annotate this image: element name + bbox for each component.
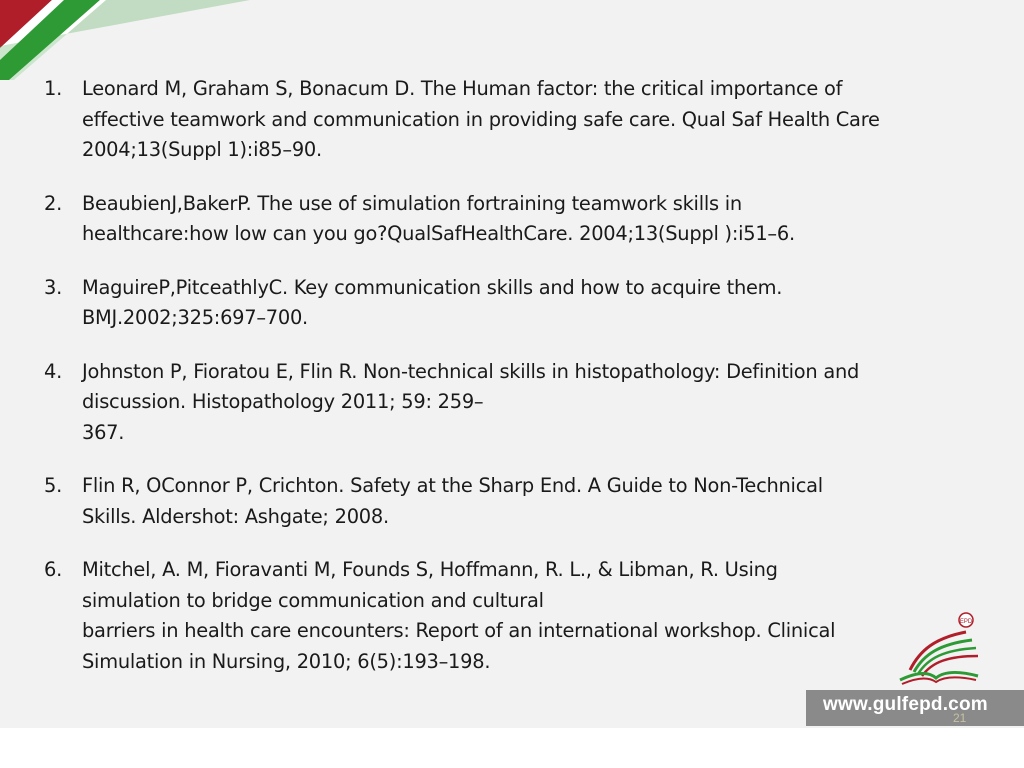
reference-text-line: effective teamwork and communication in providing safe care. Qual Saf Health Care [82, 107, 880, 131]
reference-text-line: BMJ.2002;325:697–700. [82, 306, 308, 329]
reference-list [44, 74, 974, 700]
reference-text-line: Flin R, OConnor P, Crichton. Safety at the Sharp End. A Guide to Non-Technical [82, 474, 823, 497]
reference-text-line: Leonard M, Graham S, Bonacum D. The Human factor: the critical importance of [82, 77, 843, 100]
reference-item [44, 555, 974, 677]
reference-text-line: 367. [82, 420, 125, 444]
reference-text-line: Mitchel, A. M, Fioravanti M, Founds S, Hoffmann, R. L., & Libman, R. Using [82, 558, 778, 581]
reference-text-line: MaguireP,PitceathlyC. Key communication skills and how to acquire them. [82, 275, 783, 299]
reference-number: 3. [44, 275, 63, 299]
reference-text-line: barriers in health care encounters: Report of an international workshop. Clinical [82, 619, 836, 642]
reference-number: 5. [44, 474, 63, 497]
open-book-logo-icon [880, 610, 990, 686]
reference-text-line: healthcare:how low can you go?QualSafHealthCare. 2004;13(Suppl ):i51–6. [82, 222, 795, 245]
reference-number: 4. [44, 359, 63, 383]
reference-item [44, 471, 974, 532]
reference-item [44, 273, 974, 334]
reference-text-line: Johnston P, Fioratou E, Flin R. Non-technical skills in histopathology: Definition and [82, 359, 860, 383]
logo-badge-text: EPD [959, 619, 973, 625]
reference-text-line: simulation to bridge communication and cultural [82, 588, 544, 612]
reference-number: 1. [44, 77, 63, 100]
reference-item [44, 74, 974, 166]
reference-text-line: 2004;13(Suppl 1):i85–90. [82, 138, 322, 161]
reference-number: 2. [44, 191, 63, 215]
footer-website-link[interactable]: www.gulfepd.com [823, 694, 988, 715]
reference-number: 6. [44, 558, 63, 581]
corner-stripes-decoration [0, 0, 250, 80]
reference-item [44, 189, 974, 250]
slide-page-number: 21 [953, 711, 967, 725]
reference-text-line: discussion. Histopathology 2011; 59: 259– [82, 390, 484, 413]
reference-text-line: Simulation in Nursing, 2010; 6(5):193–198. [82, 649, 491, 673]
reference-text-line: BeaubienJ,BakerP. The use of simulation fortraining teamwork skills in [82, 191, 742, 215]
reference-item [44, 357, 974, 449]
reference-text-line: Skills. Aldershot: Ashgate; 2008. [82, 504, 389, 528]
